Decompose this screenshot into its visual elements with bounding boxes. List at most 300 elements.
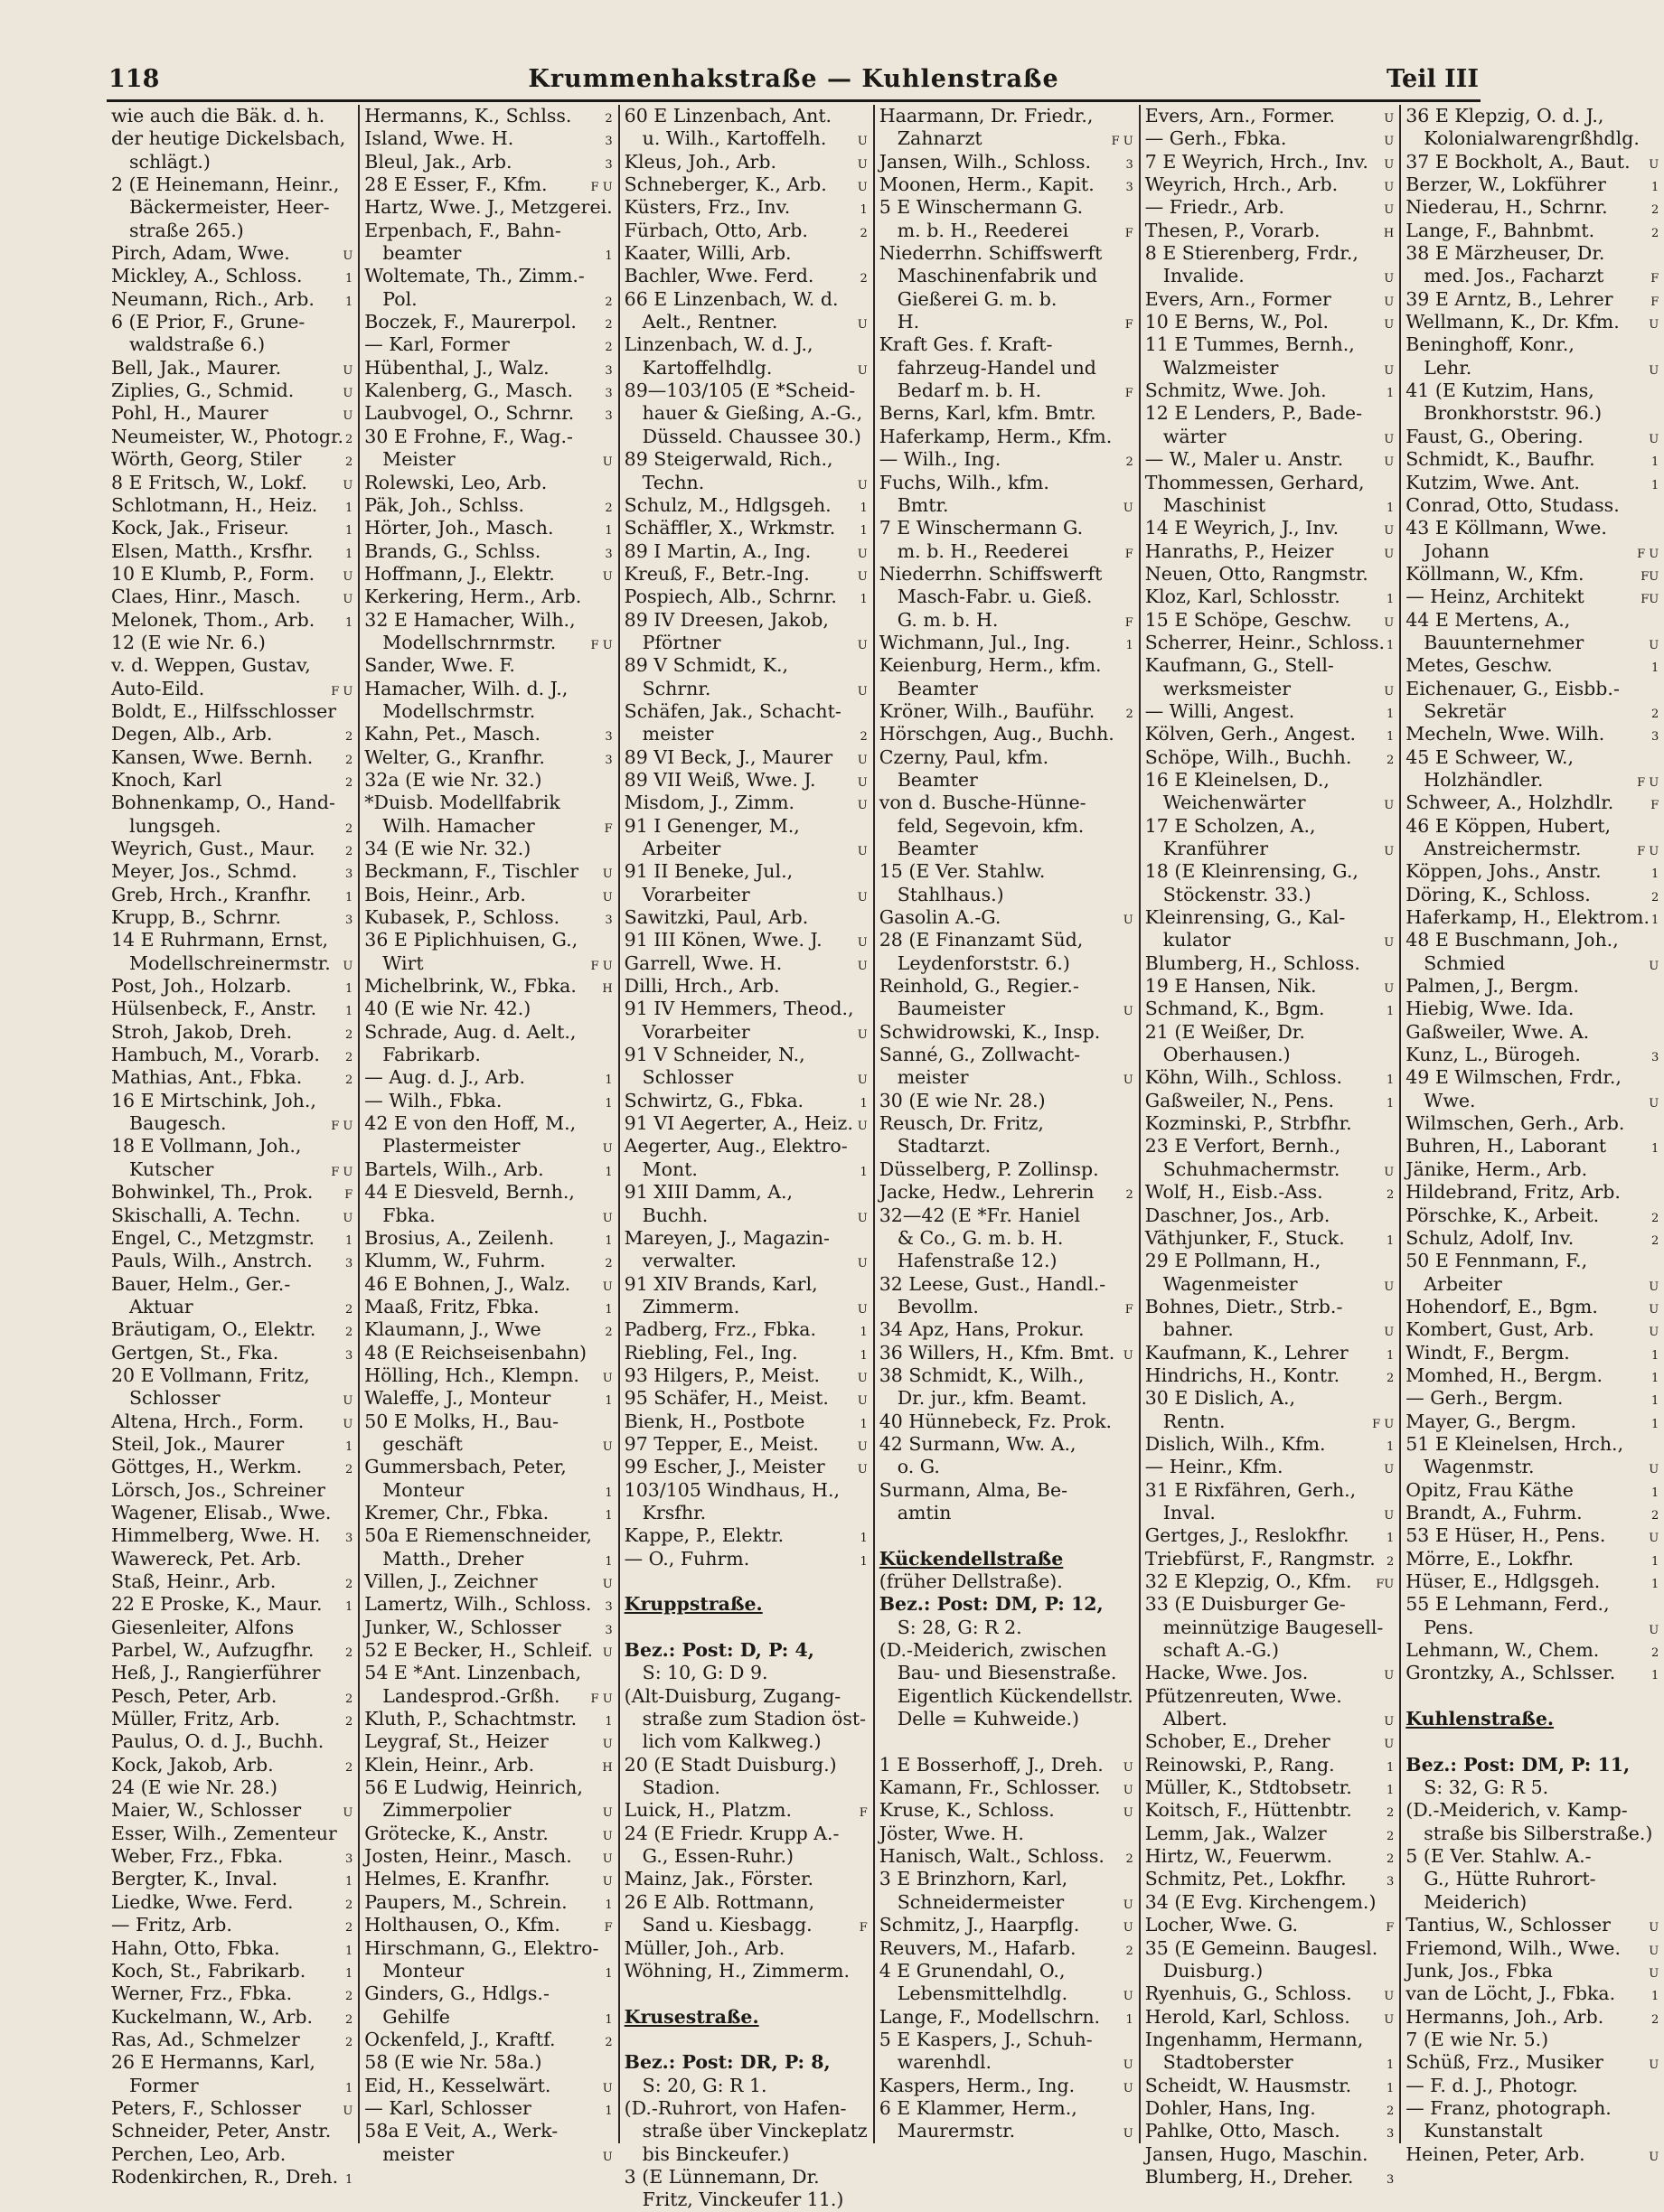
entry-marker: 2: [605, 295, 613, 309]
entry-text: Beckmann, F., Tischler: [364, 860, 578, 883]
directory-line: [111, 1982, 353, 2005]
entry-text: 12 (E wie Nr. 6.): [111, 631, 266, 653]
directory-line: [1405, 1433, 1659, 1456]
entry-text: fahrzeug-Handel und: [897, 356, 1096, 379]
entry-text: Fritz, Vinckeufer 11.): [642, 2189, 844, 2211]
directory-line: [1405, 1090, 1659, 1112]
entry-marker: U: [1384, 1715, 1395, 1729]
entry-marker: U: [1649, 638, 1659, 652]
entry-text: Päk, Joh., Schlss.: [364, 493, 524, 516]
directory-line: [879, 242, 1133, 265]
entry-marker: U: [602, 1738, 613, 1752]
entry-text: Rentn.: [1162, 1410, 1226, 1432]
entry-text: werksmeister: [1162, 677, 1292, 699]
entry-text: Schmitz, Wwe. Joh.: [1144, 380, 1327, 402]
entry-marker: U: [1649, 1463, 1659, 1477]
entry-text: verwalter.: [642, 1250, 737, 1272]
entry-text: Brands, G., Schlss.: [364, 539, 541, 562]
entry-marker: F: [1124, 1302, 1133, 1317]
entry-text: Giesenleiter, Alfons: [111, 1616, 295, 1638]
directory-line: [1145, 1158, 1395, 1181]
directory-line: [625, 494, 868, 517]
directory-line: [364, 654, 612, 677]
entry-marker: U: [343, 1417, 353, 1431]
directory-line: [625, 127, 868, 150]
entry-marker: 3: [345, 1348, 353, 1363]
directory-line: [1405, 1891, 1659, 1914]
entry-marker: 2: [345, 455, 353, 470]
entry-text: Niederau, H., Schrnr.: [1405, 196, 1608, 219]
entry-text: — Gerh., Fbka.: [1144, 127, 1287, 150]
entry-text: Hafenstraße 12.): [897, 1250, 1058, 1272]
entry-marker: 1: [1386, 1348, 1395, 1363]
directory-line: [1405, 975, 1659, 998]
directory-line: [625, 2143, 868, 2166]
entry-marker: U: [1123, 2127, 1133, 2142]
entry-text: Düsselberg, P. Zollinsp.: [879, 1158, 1099, 1180]
entry-text: & Co., G. m. b. H.: [897, 1226, 1064, 1249]
entry-text: Kaufmann, K., Lehrer: [1144, 1341, 1349, 1364]
directory-line: [625, 678, 868, 700]
entry-text: Meyer, Jos., Schmd.: [111, 860, 297, 883]
entry-text: Daschner, Jos., Arb.: [1144, 1204, 1330, 1226]
entry-text: 5 E Kaspers, J., Schuh-: [879, 2028, 1093, 2050]
entry-text: Maschinenfabrik und: [897, 265, 1098, 287]
entry-text: Hanisch, Walt., Schloss.: [879, 1845, 1105, 1868]
directory-line: [879, 1044, 1133, 1066]
entry-text: Bräutigam, O., Elektr.: [111, 1318, 316, 1341]
entry-marker: 1: [860, 1096, 868, 1111]
entry-marker: FU: [1640, 593, 1659, 607]
entry-marker: 1: [605, 1233, 613, 1248]
entry-marker: U: [1123, 1005, 1133, 1019]
directory-line: [364, 127, 612, 150]
entry-text: Garrell, Wwe. H.: [624, 951, 783, 974]
directory-line: [111, 1891, 353, 1914]
column-3: [620, 105, 875, 2211]
entry-text: H.: [897, 311, 920, 333]
entry-text: — Aug. d. J., Arb.: [364, 1066, 526, 1089]
directory-line: [364, 1891, 612, 1914]
directory-line: [879, 1364, 1133, 1387]
entry-text: Hörschgen, Aug., Buchh.: [879, 723, 1114, 745]
entry-text: Hanraths, P., Heizer: [1144, 539, 1334, 562]
directory-line: [879, 2097, 1133, 2120]
entry-text: Keienburg, Herm., kfm.: [879, 654, 1102, 677]
entry-text: Heß, J., Rangierführer: [111, 1662, 321, 1684]
entry-text: 11 E Tummes, Bernh.,: [1144, 333, 1355, 356]
entry-text: 91 XIV Brands, Karl,: [624, 1272, 818, 1295]
entry-marker: 1: [345, 2081, 353, 2095]
entry-marker: U: [1649, 1532, 1659, 1546]
directory-line: [879, 517, 1133, 539]
directory-line: [879, 632, 1133, 654]
entry-marker: U: [1123, 914, 1133, 928]
entry-text: Köppen, Johs., Anstr.: [1405, 860, 1602, 883]
directory-line: [879, 723, 1133, 745]
entry-text: 20 (E Stadt Duisburg.): [624, 1753, 837, 1776]
entry-text: Fuchs, Wilh., kfm.: [879, 471, 1049, 493]
directory-line: [111, 127, 353, 150]
entry-text: Krsfhr.: [642, 1501, 707, 1523]
column-1: [107, 105, 360, 2188]
entry-marker: 2: [345, 753, 353, 767]
entry-text: Pesch, Peter, Arb.: [111, 1684, 277, 1707]
entry-text: Schmitz, J., Haarpflg.: [879, 1914, 1080, 1936]
entry-text: Waleffe, J., Monteur: [364, 1387, 551, 1410]
directory-line: [111, 2143, 353, 2166]
directory-line: [1405, 1593, 1659, 1616]
entry-text: hauer & Gießing, A.-G.,: [642, 402, 863, 425]
entry-text: 45 E Schweer, W.,: [1405, 745, 1574, 768]
entry-text: Dilli, Hrch., Arb.: [624, 975, 780, 998]
entry-marker: 3: [1386, 1875, 1395, 1889]
entry-text: Rodenkirchen, R., Dreh.: [111, 2165, 339, 2188]
directory-line: [111, 2051, 353, 2074]
directory-line: [879, 1342, 1133, 1364]
directory-line: [625, 1776, 868, 1799]
directory-line: [364, 1387, 612, 1410]
entry-marker: 1: [605, 1394, 613, 1409]
entry-marker: 3: [345, 914, 353, 928]
directory-line: [1405, 494, 1659, 517]
entry-text: G., Essen-Ruhr.): [642, 1845, 794, 1868]
directory-line: [111, 1799, 353, 1822]
directory-line: [111, 838, 353, 860]
directory-line: [364, 1066, 612, 1089]
entry-marker: FU: [1640, 569, 1659, 584]
directory-line: [625, 1662, 868, 1684]
entry-marker: U: [343, 363, 353, 378]
directory-line: [879, 1524, 1133, 1547]
directory-line: [879, 2075, 1133, 2097]
directory-line: [1405, 952, 1659, 975]
directory-line: [1145, 975, 1395, 998]
entry-text: Beamter: [897, 677, 978, 699]
entry-marker: 2: [1386, 1554, 1395, 1569]
directory-line: [1405, 1112, 1659, 1135]
entry-text: Bronkhorststr. 96.): [1424, 402, 1603, 425]
entry-text: Knoch, Karl: [111, 768, 222, 791]
entry-text: Boczek, F., Maurerpol.: [364, 311, 577, 333]
directory-line: [1145, 1318, 1395, 1341]
entry-marker: U: [602, 1578, 613, 1591]
directory-columns: [107, 105, 1659, 2211]
entry-marker: U: [1384, 524, 1395, 539]
entry-text: Gertgen, St., Fka.: [111, 1341, 279, 1364]
entry-marker: 2: [1650, 1508, 1659, 1523]
directory-line: [111, 1960, 353, 1982]
directory-line: [879, 1891, 1133, 1914]
directory-line: [364, 1823, 612, 1845]
entry-text: 6 (E Prior, F., Grune-: [111, 311, 306, 333]
entry-text: — Friedr., Arb.: [1144, 196, 1284, 219]
entry-text: Haarmann, Dr. Friedr.,: [879, 105, 1094, 127]
directory-line: [625, 1044, 868, 1066]
directory-line: [879, 540, 1133, 563]
entry-marker: U: [857, 1211, 868, 1225]
entry-text: Kansen, Wwe. Bernh.: [111, 745, 314, 768]
entry-text: — Gerh., Bergm.: [1405, 1387, 1564, 1410]
directory-line: [625, 975, 868, 998]
entry-text: 97 Tepper, E., Meist.: [624, 1432, 819, 1455]
entry-text: Hermanns, K., Schlss.: [364, 105, 572, 127]
entry-text: — Wilh., Fbka.: [364, 1089, 503, 1111]
street-heading: [625, 1593, 868, 1616]
entry-text: Hahn, Otto, Fbka.: [111, 1936, 280, 1959]
entry-text: Schlosser: [642, 1066, 734, 1089]
directory-line: [1405, 632, 1659, 654]
entry-text: Lörsch, Jos., Schreiner: [111, 1478, 325, 1501]
entry-text: Neumann, Rich., Arb.: [111, 287, 315, 310]
entry-text: Schneberger, K., Arb.: [624, 173, 827, 196]
directory-line: [364, 1433, 612, 1456]
entry-marker: U: [1649, 432, 1659, 446]
entry-text: 44 E Diesveld, Bernh.,: [364, 1181, 575, 1204]
entry-text: Hirtz, W., Feuerwm.: [1144, 1845, 1332, 1868]
directory-line: [111, 952, 353, 975]
directory-line: [625, 1342, 868, 1364]
directory-line: [364, 1639, 612, 1662]
entry-text: Monteur: [382, 1478, 465, 1501]
directory-line: [1145, 678, 1395, 700]
directory-line: [1145, 723, 1395, 745]
entry-text: Jacke, Hedw., Lehrerin: [879, 1181, 1095, 1204]
directory-line: [1145, 586, 1395, 608]
entry-marker: F U: [1372, 1417, 1395, 1431]
directory-line: [111, 1754, 353, 1776]
entry-marker: 1: [1386, 1760, 1395, 1775]
directory-line: [111, 1318, 353, 1341]
entry-text: 46 E Köppen, Hubert,: [1405, 814, 1611, 837]
directory-line: [111, 678, 353, 700]
entry-text: Wilh. Hamacher: [382, 814, 535, 837]
entry-text: Lemm, Jak., Walzer: [1144, 1822, 1327, 1844]
entry-text: kulator: [1162, 929, 1231, 951]
entry-text: Hölling, Hch., Klempn.: [364, 1364, 579, 1386]
directory-line: [111, 1914, 353, 1936]
entry-text: Gießerei G. m. b.: [897, 287, 1058, 310]
directory-line: [879, 1411, 1133, 1433]
entry-text: Pförtner: [642, 631, 721, 653]
entry-marker: 1: [605, 524, 613, 539]
directory-line: [1145, 1776, 1395, 1799]
entry-marker: U: [857, 135, 868, 149]
entry-text: Bauunternehmer: [1424, 631, 1584, 653]
directory-line: [1405, 2143, 1659, 2166]
entry-text: straße bis Silberstraße.): [1424, 1822, 1653, 1844]
directory-line: [111, 517, 353, 539]
entry-text: Invalide.: [1162, 265, 1245, 287]
entry-text: Blumberg, H., Schloss.: [1144, 951, 1360, 974]
entry-text: Perchen, Leo, Arb.: [111, 2142, 287, 2165]
directory-line: [1405, 654, 1659, 677]
entry-text: Kleus, Joh., Arb.: [624, 150, 776, 173]
directory-line: [1145, 127, 1395, 150]
entry-marker: 1: [860, 593, 868, 607]
entry-text: Zahnarzt: [897, 127, 982, 150]
directory-line: [879, 173, 1133, 196]
entry-marker: 1: [345, 501, 353, 515]
entry-text: — O., Fuhrm.: [624, 1547, 750, 1570]
entry-marker: U: [1649, 959, 1659, 973]
entry-text: Schober, E., Dreher: [1144, 1730, 1330, 1753]
entry-text: Kölven, Gerh., Angest.: [1144, 723, 1356, 745]
entry-text: meinnützige Baugesell-: [1162, 1616, 1384, 1638]
entry-text: — Wilh., Ing.: [879, 448, 1001, 471]
entry-text: 103/105 Windhaus, H.,: [624, 1478, 841, 1501]
entry-text: feld, Segevoin, kfm.: [897, 814, 1085, 837]
entry-text: S: 10, G: D 9.: [642, 1662, 768, 1684]
entry-text: Lange, F., Modellschrn.: [879, 2005, 1101, 2028]
directory-line: [111, 1112, 353, 1135]
entry-text: Bez.: Post: D, P: 4,: [624, 1639, 814, 1662]
directory-line: [111, 1730, 353, 1753]
entry-text: 42 Surmann, Ww. A.,: [879, 1432, 1076, 1455]
directory-line: [879, 1823, 1133, 1845]
entry-text: Gaßweiler, N., Pens.: [1144, 1089, 1334, 1111]
directory-line: [1145, 1937, 1395, 1960]
entry-text: Ockenfeld, J., Kraftf.: [364, 2028, 556, 2050]
directory-line: [625, 1639, 868, 1662]
entry-marker: 2: [1650, 2012, 1659, 2027]
entry-text: 34 Apz, Hans, Prokur.: [879, 1318, 1085, 1341]
directory-line: [625, 1318, 868, 1341]
directory-line: [1145, 380, 1395, 402]
directory-line: [625, 1548, 868, 1570]
directory-line: [1405, 333, 1659, 356]
entry-text: 15 (E Ver. Stahlw.: [879, 860, 1046, 883]
entry-text: Berns, Karl, kfm. Bmtr.: [879, 402, 1096, 425]
directory-line: [364, 1456, 612, 1478]
directory-line: [625, 1960, 868, 1982]
directory-line: [364, 517, 612, 539]
directory-line: [1145, 860, 1395, 883]
directory-line: [1145, 1090, 1395, 1112]
directory-line: [1405, 1227, 1659, 1250]
entry-text: Neuen, Otto, Rangmstr.: [1144, 562, 1368, 585]
directory-line: [364, 998, 612, 1020]
entry-marker: 2: [605, 112, 613, 126]
directory-line: [111, 700, 353, 723]
directory-line: [1405, 1250, 1659, 1272]
entry-text: Kock, Jakob, Arb.: [111, 1753, 274, 1776]
entry-text: straße über Vinckeplatz: [642, 2120, 868, 2142]
directory-line: [1405, 1342, 1659, 1364]
directory-line: [111, 357, 353, 380]
directory-line: [111, 402, 353, 425]
directory-line: [625, 563, 868, 586]
entry-text: 20 E Vollmann, Fritz,: [111, 1364, 310, 1386]
directory-line: [625, 1273, 868, 1296]
entry-marker: F: [1124, 387, 1133, 401]
directory-line: [364, 1708, 612, 1730]
entry-text: Misdom, J., Zimm.: [624, 792, 795, 814]
entry-text: Hamacher, Wilh. d. J.,: [364, 677, 569, 699]
entry-text: Jänike, Herm., Arb.: [1405, 1158, 1588, 1180]
directory-line: [1145, 448, 1395, 471]
entry-marker: U: [1384, 799, 1395, 813]
entry-text: Ziplies, G., Schmid.: [111, 380, 295, 402]
entry-text: beamter: [382, 242, 462, 265]
entry-marker: 1: [860, 1417, 868, 1431]
entry-text: wärter: [1162, 425, 1227, 447]
directory-line: [1405, 472, 1659, 494]
entry-text: Fbka.: [382, 1204, 436, 1226]
directory-line: [879, 1456, 1133, 1478]
directory-line: [111, 2166, 353, 2189]
directory-line: [879, 1250, 1133, 1272]
entry-marker: 1: [345, 1233, 353, 1248]
entry-marker: 1: [1650, 1990, 1659, 2004]
entry-text: Bois, Heinr., Arb.: [364, 883, 526, 905]
entry-text: 36 Willers, H., Kfm. Bmt.: [879, 1341, 1115, 1364]
directory-line: [364, 860, 612, 883]
directory-line: [1405, 723, 1659, 745]
directory-line: [879, 1158, 1133, 1181]
entry-text: Mareyen, J., Magazin-: [624, 1226, 830, 1249]
directory-line: [364, 1845, 612, 1868]
directory-line: [1145, 609, 1395, 632]
entry-text: Kunz, L., Bürogeh.: [1405, 1044, 1581, 1066]
entry-text: Reinowski, P., Rang.: [1144, 1753, 1335, 1776]
entry-text: 6 E Klammer, Herm.,: [879, 2096, 1077, 2119]
directory-line: [364, 1662, 612, 1684]
directory-line: [879, 1112, 1133, 1135]
directory-line: [1145, 746, 1395, 769]
directory-line: [1145, 1570, 1395, 1593]
entry-text: Liedke, Wwe. Ferd.: [111, 1890, 294, 1913]
directory-line: [364, 173, 612, 196]
entry-marker: 1: [1650, 1417, 1659, 1431]
entry-marker: 1: [345, 295, 353, 309]
entry-text: Müller, Joh., Arb.: [624, 1936, 785, 1959]
directory-line: [879, 678, 1133, 700]
entry-marker: U: [857, 547, 868, 561]
directory-line: [625, 2120, 868, 2142]
directory-line: [1405, 1021, 1659, 1044]
directory-line: [1405, 1273, 1659, 1296]
directory-line: [879, 1730, 1133, 1753]
entry-marker: U: [1123, 2081, 1133, 2095]
entry-marker: 1: [605, 1486, 613, 1500]
entry-text: Baugesch.: [129, 1112, 227, 1135]
directory-line: [364, 2029, 612, 2051]
directory-line: [1405, 517, 1659, 539]
directory-line: [1405, 426, 1659, 448]
entry-text: 58a E Veit, A., Werk-: [364, 2120, 559, 2142]
directory-line: [625, 1823, 868, 1845]
entry-marker: 2: [605, 341, 613, 355]
entry-text: *Duisb. Modellfabrik: [364, 792, 560, 814]
entry-text: Luick, H., Platzm.: [624, 1799, 792, 1822]
directory-line: [111, 1204, 353, 1227]
directory-line: [111, 792, 353, 814]
directory-line: [625, 472, 868, 494]
directory-line: [1145, 1639, 1395, 1662]
entry-text: Schmied: [1424, 951, 1506, 974]
entry-text: Vorarbeiter: [642, 883, 750, 905]
entry-text: Beninghoff, Konr.,: [1405, 333, 1575, 356]
directory-line: [625, 884, 868, 906]
entry-marker: 1: [345, 547, 353, 561]
entry-marker: U: [602, 1852, 613, 1867]
entry-marker: 3: [605, 135, 613, 149]
entry-text: 91 I Genenger, M.,: [624, 814, 800, 837]
directory-line: [364, 1914, 612, 1936]
directory-line: [1145, 357, 1395, 380]
entry-text: Stadion.: [642, 1776, 720, 1799]
